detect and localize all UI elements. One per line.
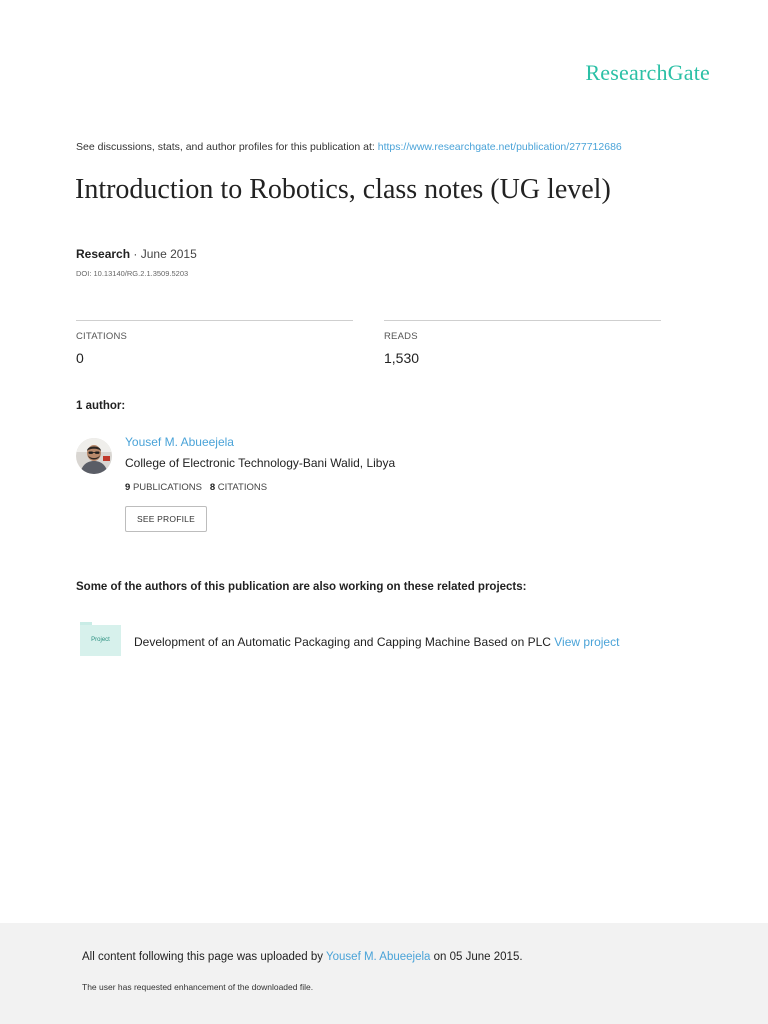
author-publications-label: PUBLICATIONS: [132, 482, 202, 493]
see-profile-button[interactable]: SEE PROFILE: [125, 506, 207, 532]
citations-value: 0: [76, 350, 84, 366]
project-folder-icon: [80, 622, 121, 656]
publication-url-link[interactable]: https://www.researchgate.net/publication/277712686: [377, 141, 622, 153]
publication-meta: [76, 247, 197, 261]
discussion-line: [76, 141, 622, 153]
author-citations-label: CITATIONS: [217, 482, 268, 493]
upload-prefix: All content following this page was uploaded by: [82, 951, 327, 963]
project-badge-label: Project: [80, 625, 121, 656]
discussion-prefix: See discussions, stats, and author profiles for this publication at:: [76, 141, 378, 153]
citations-stat: [76, 320, 353, 366]
author-stats: [125, 482, 267, 493]
upload-suffix: on 05 June 2015.: [430, 951, 523, 963]
author-institution: College of Electronic Technology-Bani Walid, Libya: [125, 456, 396, 470]
author-name-link[interactable]: Yousef M. Abueejela: [125, 435, 234, 449]
uploader-link[interactable]: Yousef M. Abueejela: [326, 951, 431, 963]
authors-heading: 1 author:: [76, 400, 126, 412]
reads-label: READS: [384, 331, 418, 342]
upload-info: [82, 951, 523, 963]
upload-footer: [0, 923, 768, 1024]
reads-stat: [384, 320, 661, 366]
view-project-link[interactable]: View project: [554, 635, 620, 649]
researchgate-logo[interactable]: ResearchGate: [585, 60, 710, 85]
citations-label: CITATIONS: [76, 331, 128, 342]
publication-date: June 2015: [140, 247, 197, 261]
project-item: [134, 635, 619, 649]
author-publications-count: 9: [125, 482, 131, 493]
project-title: Development of an Automatic Packaging and Capping Machine Based on PLC: [134, 635, 555, 649]
publication-type: Research: [76, 247, 131, 261]
author-citations-count: 8: [209, 482, 216, 493]
enhancement-note: The user has requested enhancement of the downloaded file.: [82, 982, 314, 992]
author-avatar[interactable]: [76, 438, 112, 474]
publication-doi: DOI: 10.13140/RG.2.1.3509.5203: [76, 269, 189, 278]
avatar-photo-icon: [76, 438, 112, 474]
meta-separator: ·: [130, 247, 141, 261]
publication-title: Introduction to Robotics, class notes (UG level): [75, 174, 611, 205]
reads-value: 1,530: [384, 350, 420, 366]
related-projects-heading: Some of the authors of this publication are also working on these related projects:: [76, 581, 527, 593]
